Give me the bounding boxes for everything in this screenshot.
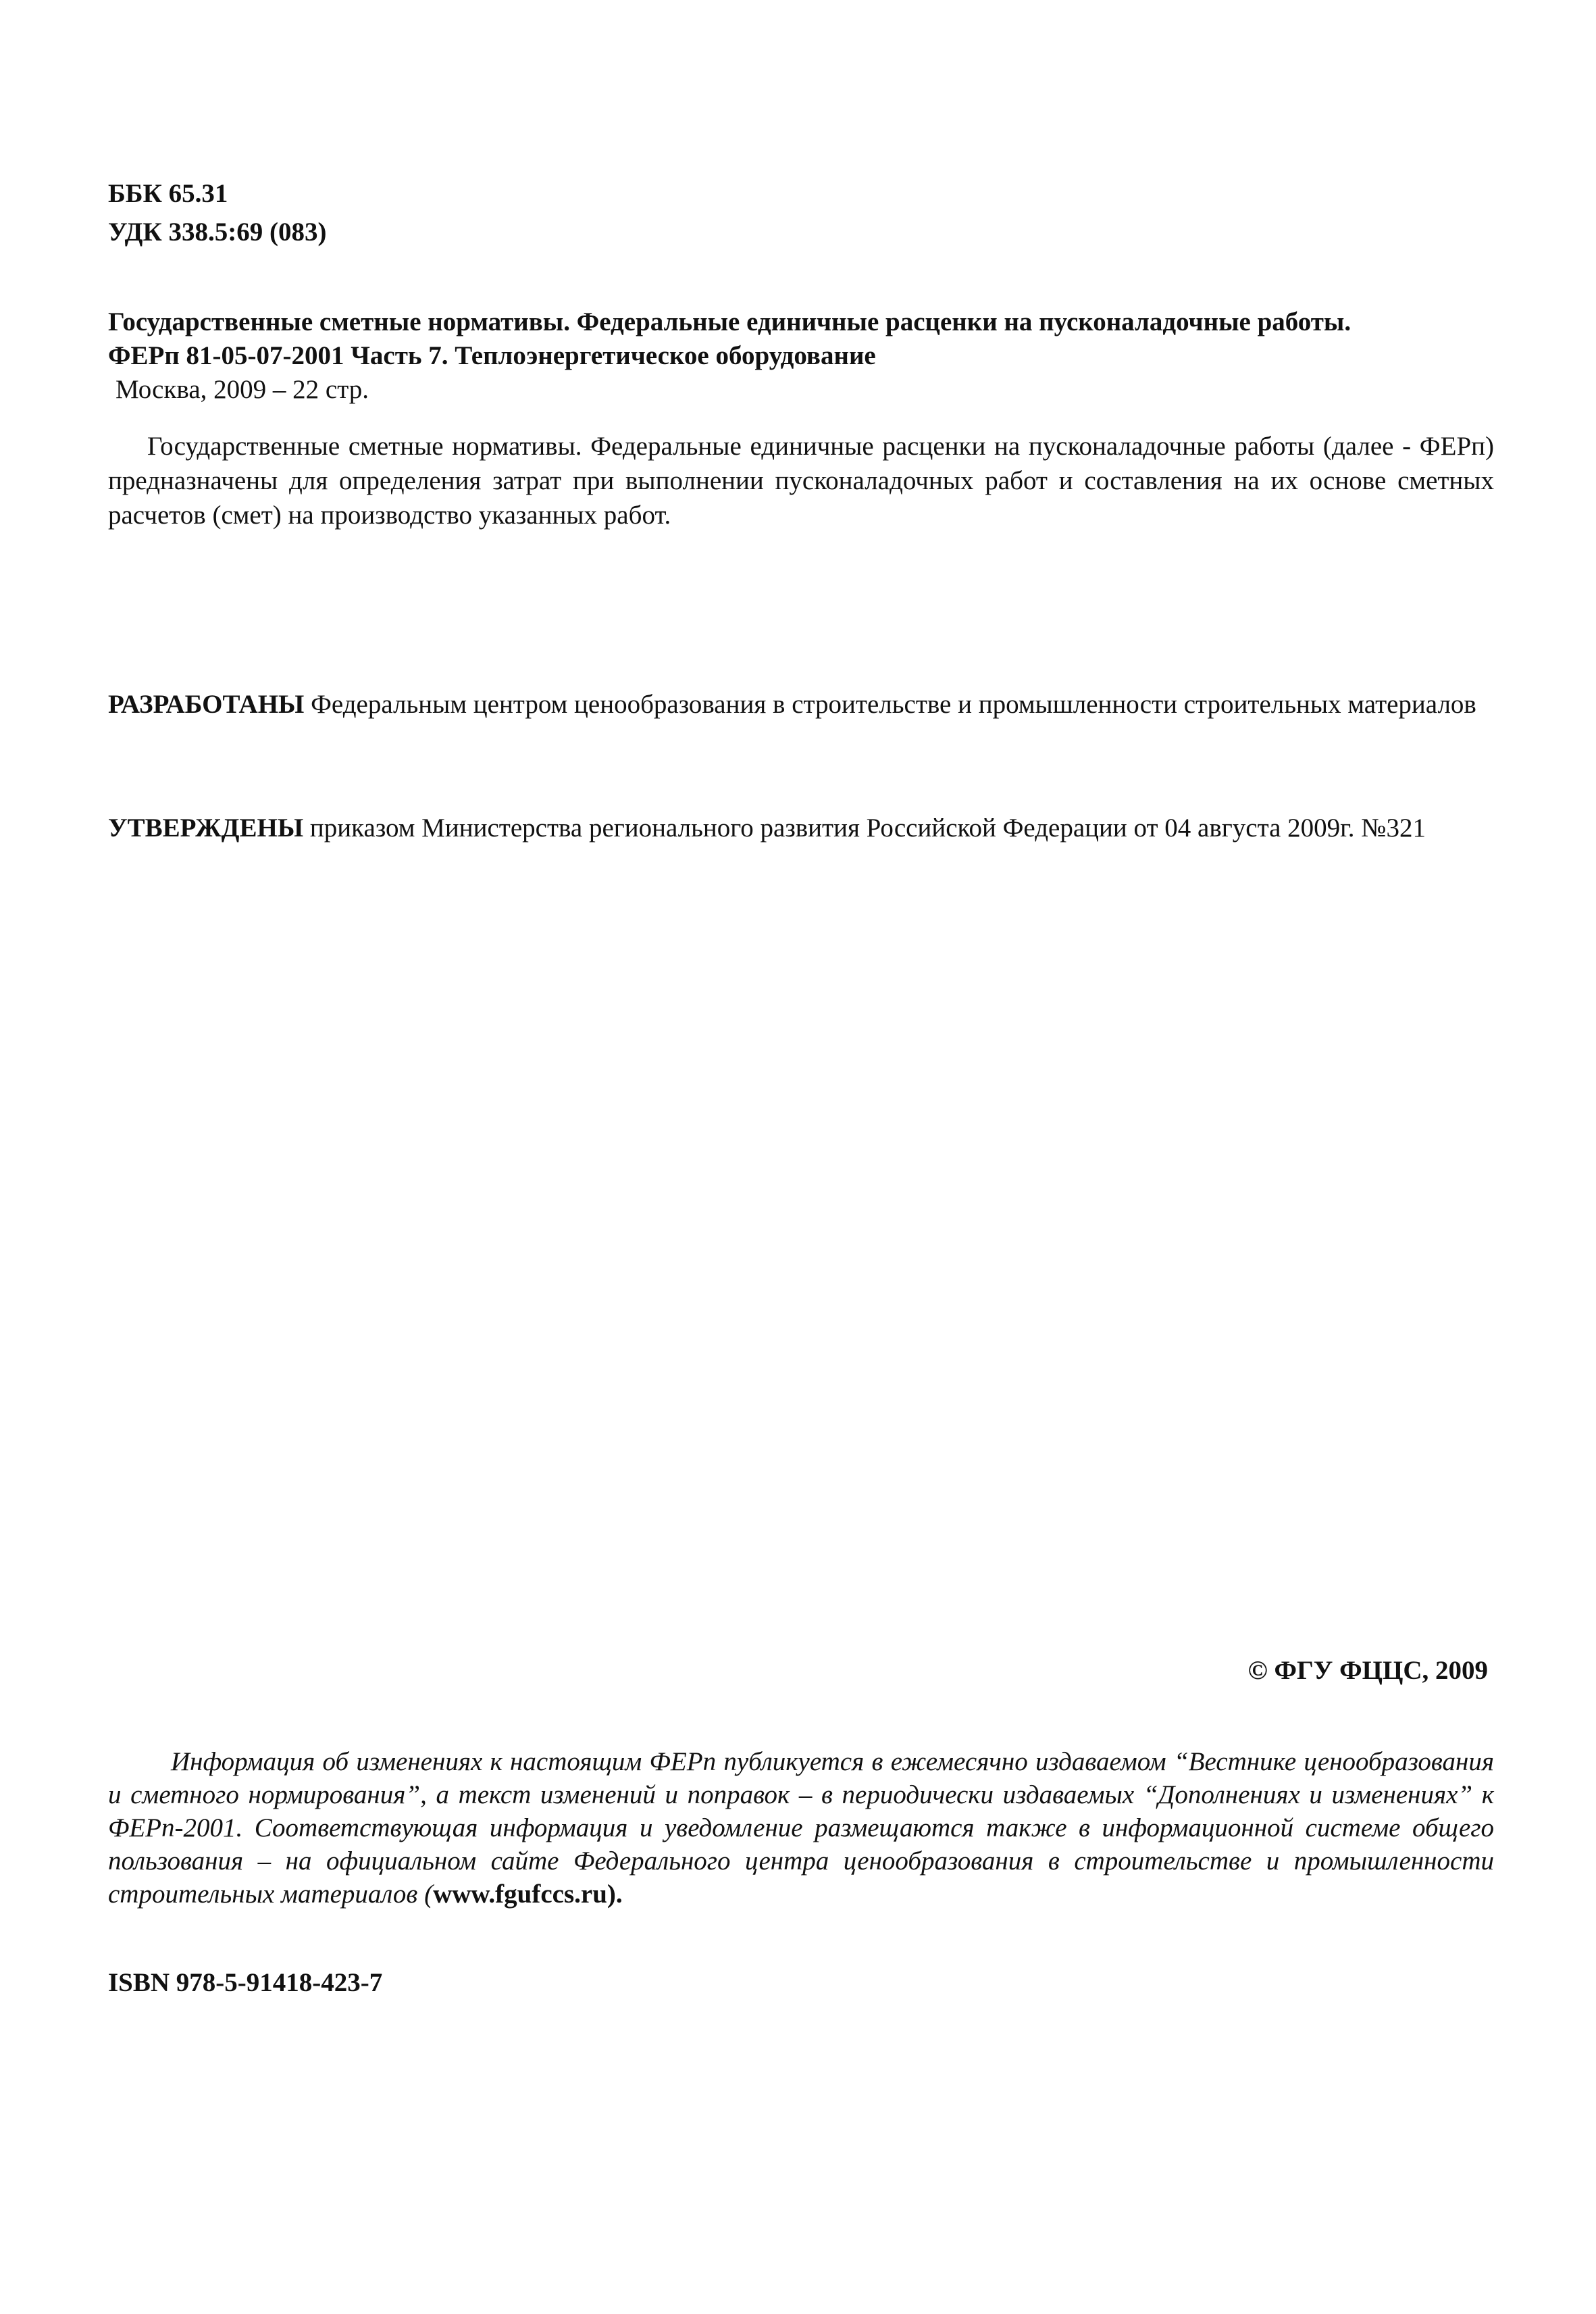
website-link[interactable]: www.fgufccs.ru bbox=[433, 1880, 607, 1909]
document-subtitle: ФЕРп 81-05-07-2001 Часть 7. Теплоэнергетическое оборудование bbox=[108, 341, 876, 370]
approved-text: приказом Министерства регионального развития Российской Федерации от 04 августа 2009г. №321 bbox=[309, 813, 1426, 842]
developed-by-paragraph bbox=[108, 687, 1494, 722]
document-title-block bbox=[108, 305, 1494, 407]
developed-text: Федеральным центром ценообразования в строительстве и промышленности строительных материалов bbox=[311, 690, 1476, 719]
publication-info: Москва, 2009 – 22 стр. bbox=[115, 375, 369, 404]
classification-codes bbox=[108, 174, 1494, 251]
copyright-notice: © ФГУ ФЦЦС, 2009 bbox=[1247, 1656, 1488, 1685]
bbk-code: ББК 65.31 bbox=[108, 179, 228, 208]
isbn-number: ISBN 978-5-91418-423-7 bbox=[108, 1968, 383, 1997]
changes-info-tail: ). bbox=[607, 1880, 623, 1909]
summary-paragraph: Государственные сметные нормативы. Федеральные единичные расценки на пусконаладочные работы (далее - ФЕРп) предназначены для определения затрат при выполнении пусконаладочных работ и составления на их основе сметных расчетов (смет) на производство указанных работ. bbox=[108, 432, 1494, 530]
approved-by-paragraph bbox=[108, 811, 1494, 845]
changes-info-paragraph bbox=[108, 1745, 1494, 1911]
changes-info-text: Информация об изменениях к настоящим ФЕРп публикуется в ежемесячно издаваемом “Вестнике ценообразования и сметного нормирования”, а текст изменений и поправок – в периодически издаваемых “Дополнениях и изменениях” к ФЕРп-2001. Соответствующая информация и уведомление размещаются также в информационной системе общего пользования – на официальном сайте Федерального центра ценообразования в строительстве и промышленности строительных материалов ( bbox=[108, 1747, 1494, 1909]
document-title: Государственные сметные нормативы. Федеральные единичные расценки на пусконаладочные работы. bbox=[108, 307, 1352, 336]
approved-label: УТВЕРЖДЕНЫ bbox=[108, 813, 304, 842]
developed-label: РАЗРАБОТАНЫ bbox=[108, 690, 305, 719]
udk-code: УДК 338.5:69 (083) bbox=[108, 218, 327, 247]
